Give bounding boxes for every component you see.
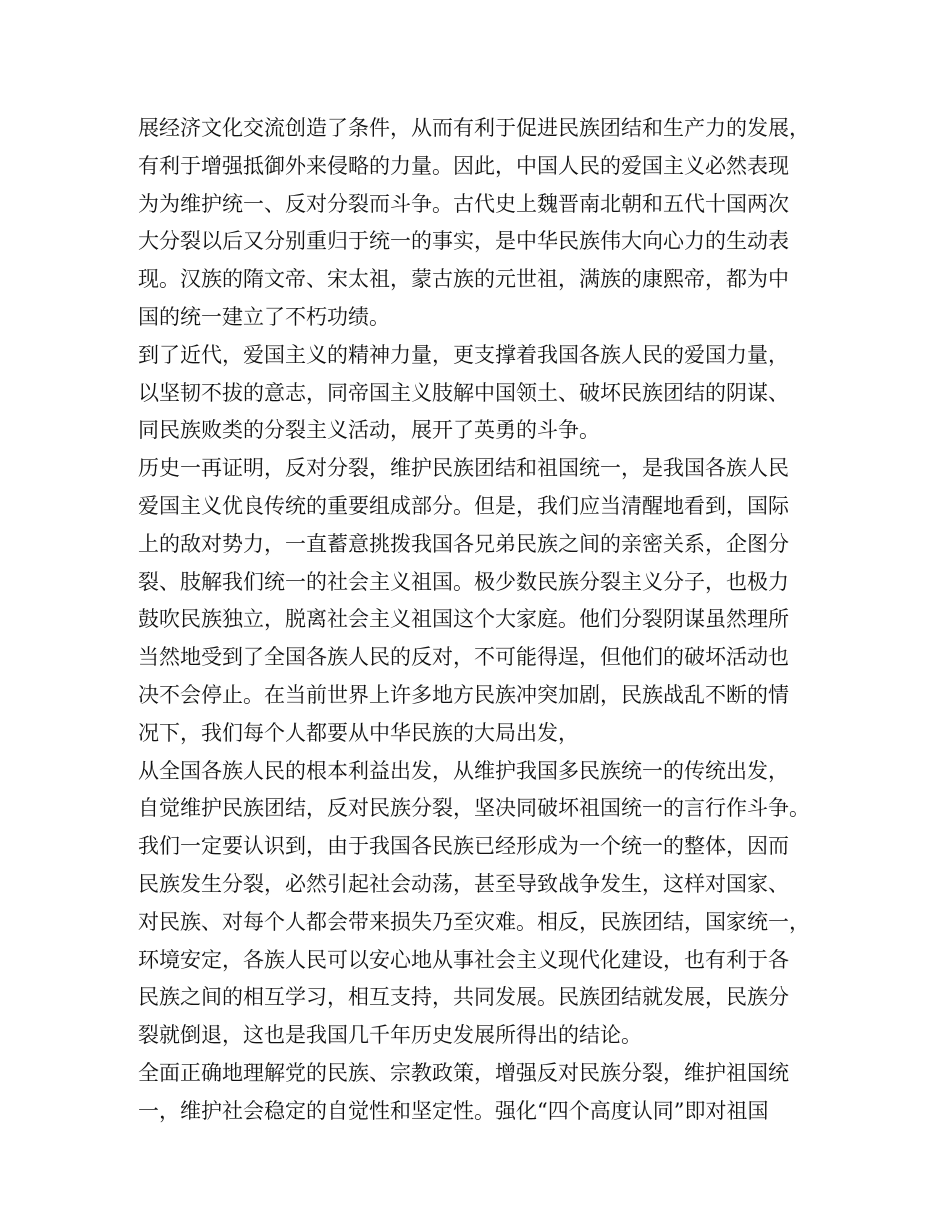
text-line: 鼓吹民族独立，脱离社会主义祖国这个大家庭。他们分裂阴谋虽然理所 [138, 607, 789, 632]
text-line: 当然地受到了全国各族人民的反对，不可能得逞，但他们的破坏活动也 [138, 645, 789, 670]
text-line: 裂、肢解我们统一的社会主义祖国。极少数民族分裂主义分子，也极力 [138, 569, 789, 594]
text-line: 裂就倒退，这也是我国几千年历史发展所得出的结论。 [138, 1023, 642, 1048]
text-line: 到了近代，爱国主义的精神力量，更支撑着我国各族人民的爱国力量， [138, 342, 789, 367]
text-line: 民族发生分裂，必然引起社会动荡，甚至导致战争发生，这样对国家、 [138, 871, 789, 896]
body-text [138, 110, 838, 1131]
text-line: 展经济文化交流创造了条件，从而有利于促进民族团结和生产力的发展， [138, 116, 810, 140]
text-line: 民族之间的相互学习，相互支持，共同发展。民族团结就发展，民族分 [138, 985, 789, 1010]
text-line: 决不会停止。在当前世界上许多地方民族冲突加剧，民族战乱不断的情 [138, 682, 789, 707]
text-line: 现。汉族的隋文帝、宋太祖，蒙古族的元世祖，满族的康熙帝，都为中 [138, 267, 789, 292]
text-line: 我们一定要认识到，由于我国各民族已经形成为一个统一的整体，因而 [138, 834, 789, 859]
text-line: 一，维护社会稳定的自觉性和坚定性。强化“四个高度认同”即对祖国 [138, 1098, 769, 1123]
text-line: 爱国主义优良传统的重要组成部分。但是，我们应当清醒地看到，国际 [138, 493, 789, 518]
text-line: 从全国各族人民的根本利益出发，从维护我国多民族统一的传统出发， [138, 758, 789, 783]
text-line: 况下，我们每个人都要从中华民族的大局出发， [138, 720, 579, 745]
text-line: 全面正确地理解党的民族、宗教政策，增强反对民族分裂，维护祖国统 [138, 1060, 789, 1085]
text-line: 对民族、对每个人都会带来损失乃至灾难。相反，民族团结，国家统一， [138, 909, 810, 934]
text-line: 历史一再证明，反对分裂，维护民族团结和祖国统一，是我国各族人民 [138, 456, 789, 481]
text-line: 以坚韧不拔的意志，同帝国主义肢解中国领土、破坏民族团结的阴谋、 [138, 380, 789, 405]
text-line: 同民族败类的分裂主义活动，展开了英勇的斗争。 [138, 418, 600, 443]
text-line: 国的统一建立了不朽功绩。 [138, 304, 390, 329]
text-line: 为为维护统一、反对分裂而斗争。古代史上魏晋南北朝和五代十国两次 [138, 191, 789, 216]
text-line: 大分裂以后又分别重归于统一的事实，是中华民族伟大向心力的生动表 [138, 229, 789, 254]
text-line: 有利于增强抵御外来侵略的力量。因此，中国人民的爱国主义必然表现 [138, 153, 789, 178]
text-line: 自觉维护民族团结，反对民族分裂，坚决同破坏祖国统一的言行作斗争。 [138, 796, 810, 821]
text-line: 上的敌对势力，一直蓄意挑拨我国各兄弟民族之间的亲密关系，企图分 [138, 531, 789, 556]
text-line: 环境安定，各族人民可以安心地从事社会主义现代化建设，也有利于各 [138, 947, 789, 972]
